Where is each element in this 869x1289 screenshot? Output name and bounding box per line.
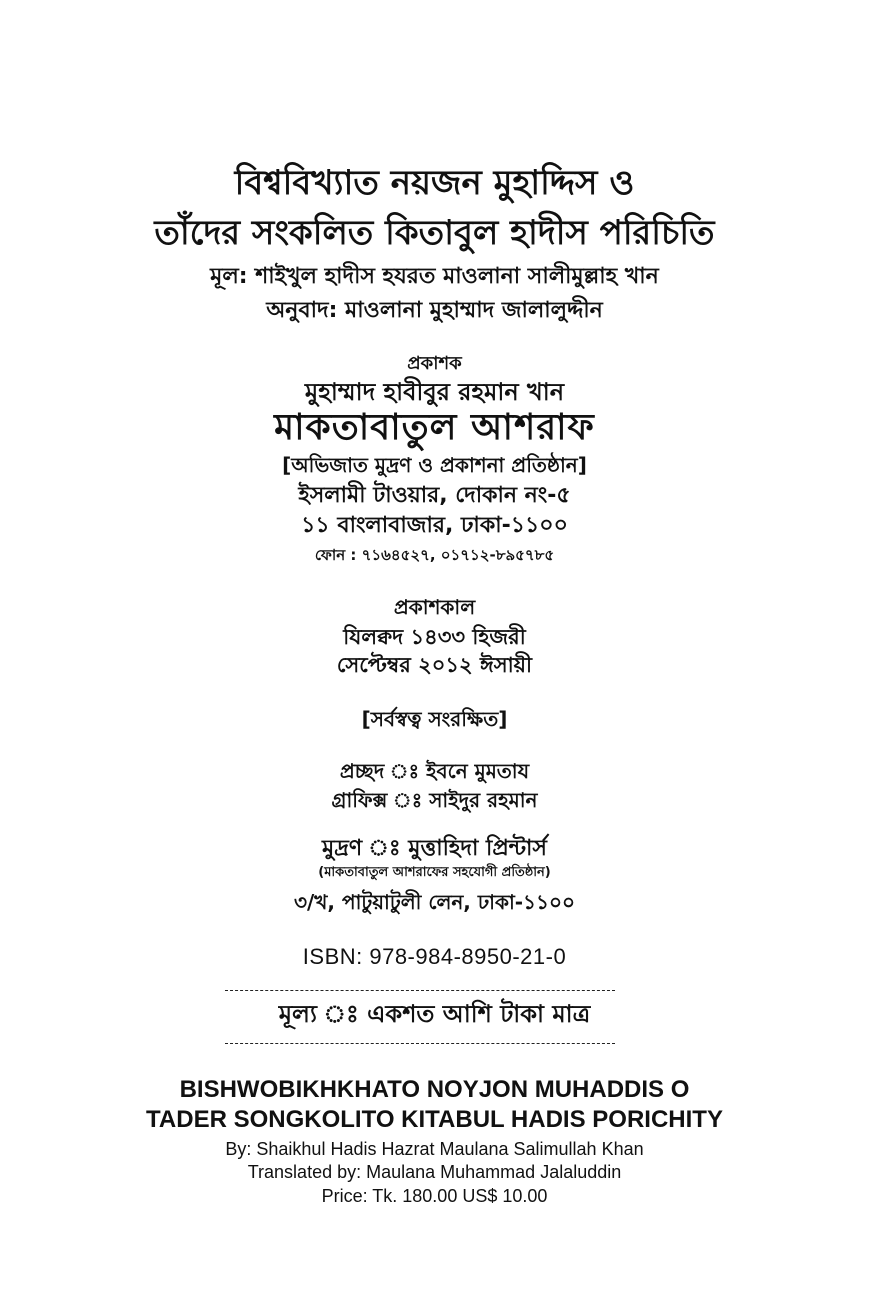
bengali-translator: অনুবাদ: মাওলানা মুহাম্মাদ জালালুদ্দীন <box>266 298 603 323</box>
copyright-notice: [সর্বস্বত্ব সংরক্ষিত] <box>361 707 508 731</box>
address-line-1: ইসলামী টাওয়ার, দোকান নং-৫ <box>298 483 571 508</box>
publication-date-hijri: যিলক্বদ ১৪৩৩ হিজরী <box>343 625 526 649</box>
publisher-name: মুহাম্মাদ হাবীবুর রহমান খান <box>304 378 565 406</box>
price-divider-top <box>225 990 615 991</box>
printer-note: (মাকতাবাতুল আশরাফের সহযোগী প্রতিষ্ঠান) <box>318 865 551 880</box>
phone-numbers: ফোন : ৭১৬৪৫২৭, ০১৭১২-৮৯৫৭৮৫ <box>314 546 555 564</box>
graphics-designer: গ্রাফিক্স ঃ সাইদুর রহমান <box>331 788 538 812</box>
bengali-author: মূল: শাইখুল হাদীস হযরত মাওলানা সালীমুল্লাহ খান <box>210 264 659 289</box>
publication-date-gregorian: সেপ্টেম্বর ২০১২ ঈসায়ী <box>336 653 533 677</box>
bengali-title-line-1: বিশ্ববিখ্যাত নয়জন মুহাদ্দিস ও <box>234 163 635 203</box>
cover-designer: প্রচ্ছদ ঃ ইবনে মুমতায <box>339 759 530 783</box>
english-price: Price: Tk. 180.00 US$ 10.00 <box>321 1186 548 1206</box>
bengali-price: মূল্য ঃ একশত আশি টাকা মাত্র <box>278 1000 591 1028</box>
english-author: By: Shaikhul Hadis Hazrat Maulana Salimullah Khan <box>225 1139 644 1159</box>
publishing-tagline: [অভিজাত মুদ্রণ ও প্রকাশনা প্রতিষ্ঠান] <box>282 453 587 477</box>
address-line-2: ১১ বাংলাবাজার, ঢাকা-১১০০ <box>301 513 568 538</box>
publication-date-label: প্রকাশকাল <box>393 595 476 619</box>
printer: মুদ্রণ ঃ মুত্তাহিদা প্রিন্টার্স <box>322 836 547 861</box>
bengali-title-line-2: তাঁদের সংকলিত কিতাবুল হাদীস পরিচিতি <box>154 213 715 253</box>
publisher-label: প্রকাশক <box>407 353 462 374</box>
printer-address: ৩/খ, পাটুয়াটুলী লেন, ঢাকা-১১০০ <box>293 890 576 914</box>
isbn: ISBN: 978-984-8950-21-0 <box>302 944 567 969</box>
english-title-line-1: BISHWOBIKHKHATO NOYJON MUHADDIS O <box>179 1076 690 1103</box>
publishing-house-logo-text: মাকতাবাতুল আশরাফ <box>274 407 595 448</box>
english-translator: Translated by: Maulana Muhammad Jalaluddin <box>247 1162 622 1182</box>
english-title-line-2: TADER SONGKOLITO KITABUL HADIS PORICHITY <box>146 1106 723 1133</box>
price-divider-bottom <box>225 1043 615 1044</box>
